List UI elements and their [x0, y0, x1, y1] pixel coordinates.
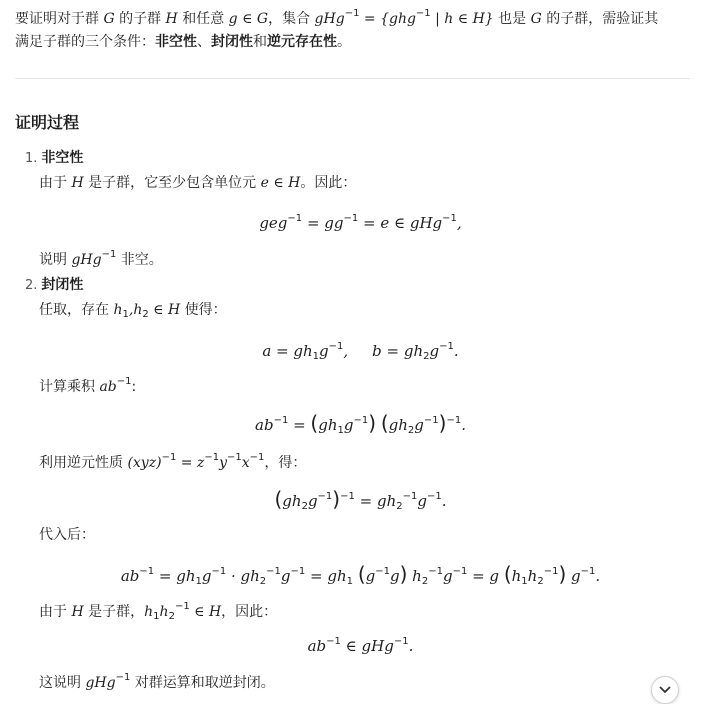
- equation-identity: $geg^{-1} = gg^{-1} = e$ ∈ gHg$^{-1}$,: [259, 213, 462, 232]
- step-2-inverse-label: 利用逆元性质 $(xyz)^{-1} = z^{-1}y^{-1}x^{-1}$，得：: [39, 452, 307, 471]
- scroll-down-button[interactable]: [651, 676, 679, 704]
- equation-product: $ab^{-1} = (gh_1g^{-1})$ $(gh_2g^{-1})^{-1}$.: [255, 411, 466, 436]
- step-2-since: 由于 H 是子群，$h_1h_2^{-1}$ ∈ H，因此：: [39, 601, 278, 622]
- step-2-heading: 2. 封闭性: [25, 277, 84, 293]
- equation-a-b: $a = gh_1g^{-1}$, $b = gh_2g^{-1}$.: [262, 341, 459, 362]
- step-1-text: 由于 H 是子群，它至少包含单位元 e ∈ H。因此：: [39, 175, 357, 191]
- step-2-conclusion: 这说明 gHg$^{-1}$ 对群运算和取逆封闭。: [39, 672, 275, 691]
- intro-paragraph: [15, 2, 705, 54]
- step-1-heading: 1. 非空性: [25, 150, 84, 166]
- intro-line-1: 要证明对于群 G 的子群 H 和任意 g ∈ G，集合 gHg$^{-1}$ = {ghg$^{-1}$ | h ∈ H} 也是 G 的子群，需验证其: [15, 8, 659, 27]
- intro-line-2: 满足子群的三个条件：非空性、封闭性和逆元存在性。: [15, 34, 351, 50]
- chevron-down-icon: [659, 686, 671, 694]
- step-2-calc-label: 计算乘积 $ab^{-1}$:: [39, 376, 137, 395]
- step-1-conclusion: 说明 gHg$^{-1}$ 非空。: [39, 249, 163, 268]
- divider: [15, 78, 690, 79]
- step-2-take: 任取，存在 $h_1,h_2$ ∈ H 使得：: [39, 302, 227, 320]
- equation-substitution: $ab^{-1} = gh_1g^{-1} \cdot gh_2^{-1}g^{-1} = gh_1$ $(g^{-1}g) h_2^{-1}g^{-1} = g$ $(h_1h_2^{-1})$ $g^{-1}$.: [120, 562, 601, 587]
- step-2-substitute-label: 代入后：: [39, 527, 95, 543]
- equation-inverse: $(gh_2g^{-1})^{-1} = gh_2^{-1}g^{-1}$.: [274, 487, 447, 512]
- section-heading: 证明过程: [15, 113, 80, 132]
- equation-closure: $ab^{-1}$ ∈ gHg$^{-1}$.: [307, 636, 414, 655]
